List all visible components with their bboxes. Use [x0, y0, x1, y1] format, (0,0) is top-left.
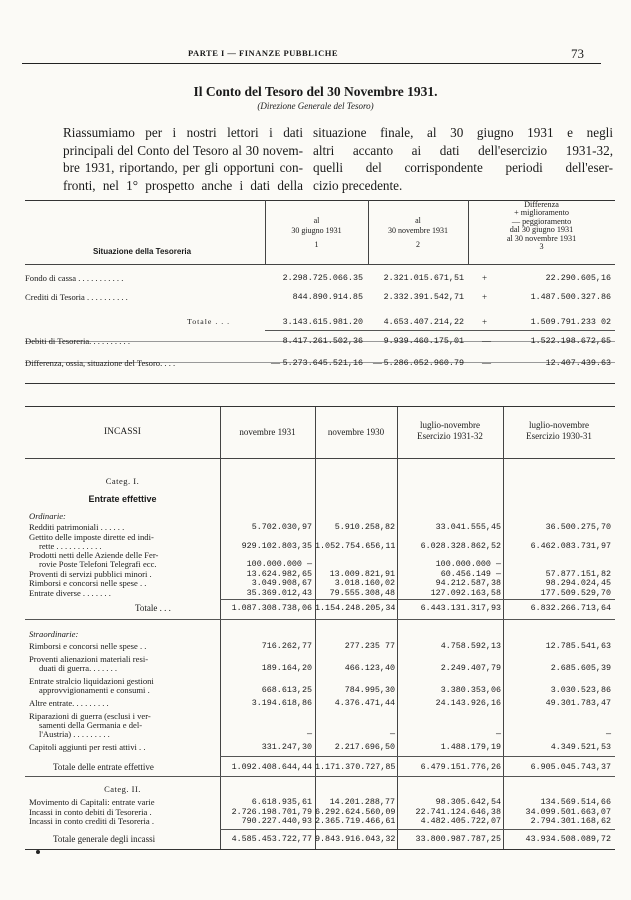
header-line: Differenza: [524, 200, 559, 209]
cell-value: 3.018.160,02: [334, 578, 395, 589]
cell-value: 9.843.916.043,32: [315, 833, 396, 844]
cell-value: 189.164,20: [261, 663, 312, 674]
row-label: rovie Poste Telefoni Telegrafi ecc.: [39, 559, 157, 570]
table2-col-divider: [397, 407, 398, 849]
row-sign: +: [482, 273, 488, 283]
row-value: 2.332.391.542,71: [383, 292, 464, 302]
article-title: Il Conto del Tesoro del 30 Novembre 1931.: [193, 84, 438, 99]
header-line: 1: [314, 240, 319, 249]
row-label: Differenza, ossia, situazione del Tesoro. . . .: [25, 358, 176, 368]
cell-value: 13.624.982,65: [246, 568, 312, 579]
cell-value: 6.479.151.776,26: [420, 762, 501, 773]
header-line: 3: [539, 242, 544, 252]
cell-value: 2.217.696,50: [334, 741, 395, 752]
row-label: Rimborsi e concorsi nelle spese . .: [29, 578, 147, 589]
row-label: Rimborsi e concorsi nelle spese . .: [29, 641, 147, 652]
row-label: Riparazioni di guerra (esclusi i ver-: [29, 710, 151, 721]
header-line: + miglioramento: [514, 208, 569, 218]
cell-value: 4.349.521,53: [550, 741, 611, 752]
running-header: [0, 46, 631, 62]
cell-value: 2.726.198.701,79: [231, 806, 312, 817]
cell-value: —: [495, 729, 501, 739]
cell-value: 2.685.605,39: [550, 663, 611, 674]
cell-value: 331.247,30: [261, 741, 312, 752]
cell-value: 134.569.514,66: [540, 797, 611, 808]
cell-value: 49.301.783,47: [545, 697, 611, 708]
cell-value: 3.194.618,86: [251, 697, 312, 708]
category-heading: Categ. II.: [104, 784, 141, 795]
cell-value: 100.000.000 —: [435, 559, 501, 570]
table1-stub-header: Situazione della Tesoreria: [93, 247, 192, 256]
cell-value: 1.092.408.644,44: [231, 762, 312, 773]
cell-value: 98.294.024,45: [545, 578, 611, 589]
cell-value: 2.365.719.466,61: [315, 816, 396, 827]
header-rule: [22, 63, 601, 64]
row-label: Movimento di Capitali: entrate varie: [29, 797, 155, 808]
header-line: — peggioramento: [511, 216, 572, 226]
cell-value: 60.456.149 —: [440, 568, 501, 579]
row-value: 844.890.914.85: [292, 292, 363, 302]
header-line: 30 giugno 1931: [291, 225, 342, 235]
cell-value: 1.171.370.727,85: [315, 762, 396, 773]
table1-header-rule: [25, 264, 615, 265]
subsection-heading: Ordinarie:: [29, 511, 66, 521]
cell-value: 1.087.308.738,06: [231, 603, 312, 614]
cell-value: 1.154.248.205,34: [315, 603, 396, 614]
cell-value: —: [306, 729, 312, 739]
sum-rule: [220, 829, 615, 830]
cell-value: 6.462.083.731,97: [530, 540, 611, 551]
page-number: 73: [571, 46, 584, 61]
cell-value: 79.555.308,48: [329, 587, 395, 598]
row-sign: —: [482, 336, 491, 346]
row-label: Capitoli aggiunti per resti attivi . .: [29, 741, 146, 752]
cell-value: 1.052.754.656,11: [315, 540, 396, 551]
article-subtitle: (Direzione Generale del Tesoro): [257, 101, 374, 111]
cell-value: 13.009.821,91: [329, 568, 395, 579]
cell-value: 6.832.266.713,64: [530, 603, 611, 614]
sum-rule: [220, 756, 615, 757]
cell-value: 3.049.908,67: [251, 578, 312, 589]
category-heading: Categ. I.: [105, 476, 140, 486]
cell-value: 12.785.541,63: [545, 641, 611, 652]
running-title: PARTE I — FINANZE PUBBLICHE: [188, 48, 339, 58]
grand-total-label: Totale generale degli incassi: [53, 833, 156, 844]
cell-value: 3.380.353,06: [440, 685, 501, 696]
row-value: 5.273.645.521,16: [282, 358, 363, 368]
receipts-table: [25, 406, 615, 850]
cell-value: 33.800.987.787,25: [415, 833, 501, 844]
cell-value: 14.201.288,77: [329, 797, 395, 808]
row-label: duati di guerra. . . . . . .: [39, 663, 118, 674]
cell-value: 3.030.523,86: [550, 685, 611, 696]
paragraph-line: Riassumiamo per i nostri lettori i dati: [63, 125, 303, 140]
cell-value: 127.092.163,58: [430, 587, 501, 598]
subtotal-label: Totale delle entrate effettive: [53, 762, 154, 773]
header-line: 30 novembre 1931: [388, 225, 448, 235]
paragraph-line: principali del Conto del Tesoro al 30 novem-: [63, 142, 303, 158]
cell-value: 4.758.592,13: [440, 641, 501, 652]
row-value: 2.321.015.671,51: [383, 273, 464, 283]
table2-col-header: luglio-novembre Esercizio 1930-31: [526, 420, 592, 441]
row-value: 22.290.605,16: [545, 273, 611, 283]
cell-value: 98.305.642,54: [435, 797, 501, 808]
row-value: 4.653.407.214,22: [383, 317, 464, 327]
row-value: 12.407.439.63: [545, 358, 611, 368]
header-line: al 30 novembre 1931: [506, 233, 577, 243]
row-label: Incassi in conto crediti di Tesoreria .: [29, 816, 155, 827]
table2-col-header: novembre 1930: [327, 427, 385, 437]
row-label: Crediti di Tesoria . . . . . . . . . .: [25, 292, 128, 302]
table2-header-rule: [25, 458, 615, 459]
row-label: Prodotti netti delle Aziende delle Fer-: [29, 550, 159, 561]
row-value: 9.939.460.175,01: [383, 336, 464, 346]
table2-col-header: INCASSI: [104, 427, 141, 437]
row-label: l'Austria) . . . . . . . . .: [39, 729, 110, 739]
cell-value: 94.212.587,38: [435, 578, 501, 589]
intro-column-right: [313, 124, 613, 194]
paragraph-line: situazione finale, al 30 giugno 1931 e negli: [313, 125, 613, 140]
cell-value: 177.509.529,70: [540, 587, 611, 598]
cell-value: 35.369.012,43: [246, 587, 312, 598]
row-label: Altre entrate. . . . . . . . .: [29, 697, 109, 708]
cell-value: 4.585.453.722,77: [231, 833, 312, 844]
cell-value: 6.905.045.743,37: [530, 762, 611, 773]
cell-value: 22.741.124.646,38: [415, 806, 501, 817]
table2-col-header: luglio-novembre Esercizio 1931-32: [417, 420, 483, 441]
cell-value: 2.794.301.168,62: [530, 816, 611, 827]
table2-col-header: novembre 1931: [239, 427, 296, 437]
row-label: Entrate stralcio liquidazioni gestioni: [29, 676, 154, 686]
intro-column-left: [63, 124, 303, 194]
table1-col1-header: [265, 216, 368, 250]
table2-col-divider: [315, 407, 316, 849]
subtotal-label: Totale . . .: [135, 603, 171, 614]
cell-value: 6.443.131.317,93: [420, 603, 501, 614]
row-label: Fondo di cassa . . . . . . . . . . .: [25, 273, 124, 283]
row-value: 3.143.615.981.20: [282, 317, 363, 327]
cell-value: 277.235 77: [344, 641, 395, 652]
cell-value: 6.292.624.560,09: [315, 806, 396, 817]
cell-value: —: [605, 729, 611, 739]
paragraph-line: fronti, nel 1° prospetto anche i dati della: [63, 177, 303, 193]
cell-value: 2.249.407,79: [440, 663, 501, 674]
row-label: samenti della Germania e del-: [39, 719, 143, 730]
cell-value: 5.910.258,82: [334, 522, 395, 532]
row-value: 1.487.500.327.86: [530, 292, 611, 302]
cell-value: 100.000.000 —: [246, 559, 312, 570]
row-value: 2.298.725.066.35: [282, 273, 363, 283]
cell-value: 668.613,25: [261, 685, 312, 696]
row-value: 1.522.198.672,65: [530, 336, 611, 346]
table2-col-divider: [220, 407, 221, 849]
row-label: Debiti di Tesoreria. . . . . . . . . .: [25, 336, 130, 346]
table1-sum-rule: [265, 330, 615, 331]
section-heading: Entrate effettive: [88, 494, 157, 504]
table2-col-divider: [503, 407, 504, 849]
cell-value: 6.028.328.862,52: [420, 540, 501, 551]
cell-value: 929.102.803,35: [241, 540, 312, 551]
margin-mark: [36, 850, 40, 854]
cell-value: 1.488.179,19: [440, 741, 501, 752]
row-label: Proventi di servizi pubblici minori .: [29, 568, 152, 579]
cell-value: 33.041.555,45: [435, 522, 501, 532]
cell-value: 6.618.935,61: [251, 797, 312, 808]
cell-value: 784.995,30: [344, 685, 395, 696]
row-label: Proventi alienazioni materiali resi-: [29, 654, 149, 665]
header-line: al: [313, 216, 320, 225]
paragraph-line: altri accanto ai dati dell'esercizio 1931-32,: [313, 142, 613, 158]
cell-value: 790.227.440,93: [241, 816, 312, 827]
row-sign: —: [271, 358, 280, 368]
table1-col2-header: [368, 216, 468, 250]
header-line: dal 30 giugno 1931: [509, 225, 574, 235]
row-label: approvvigionamenti e consumi .: [39, 685, 150, 696]
paragraph-line: cizio precedente.: [313, 177, 403, 193]
row-sign: —: [482, 358, 491, 368]
header-line: al: [415, 216, 421, 225]
cell-value: 4.376.471,44: [334, 697, 395, 708]
row-sign: +: [482, 317, 488, 327]
table1-col3-header: [468, 201, 615, 251]
row-label: Entrate diverse . . . . . . .: [29, 587, 111, 598]
sum-rule: [220, 599, 615, 600]
cell-value: 36.500.275,70: [545, 522, 611, 532]
cell-value: —: [389, 729, 395, 739]
section-rule: [25, 619, 615, 620]
row-label: rette . . . . . . . . . . .: [39, 540, 102, 551]
cell-value: 716.262,77: [261, 641, 312, 652]
section-rule: [25, 776, 615, 777]
cell-value: 24.143.926,16: [435, 697, 501, 708]
row-label: Totale . . .: [187, 317, 231, 326]
row-sign: +: [482, 292, 488, 302]
paragraph-line: quelli del corrispondente periodi dell'eser-: [313, 160, 613, 176]
header-line: 2: [416, 240, 420, 249]
paragraph-line: bre 1931, riportando, per gli opportuni con-: [63, 160, 303, 176]
row-label: Gettito delle imposte dirette ed indi-: [29, 531, 154, 542]
subsection-heading: Straordinarie:: [29, 629, 79, 640]
row-label: Redditi patrimoniali . . . . . .: [29, 522, 125, 532]
row-value: 5.286.052.960.79: [383, 358, 464, 368]
cell-value: 466.123,40: [344, 663, 395, 674]
cell-value: 4.482.405.722,07: [420, 816, 501, 827]
row-label: Incassi in conto debiti di Tesoreria .: [29, 806, 152, 817]
cell-value: 43.934.508.089,72: [525, 833, 611, 844]
row-value: 8.417.261.502,36: [282, 336, 363, 346]
cell-value: 57.877.151,82: [545, 568, 611, 579]
cell-value: 5.702.030,97: [251, 522, 312, 532]
row-value: 1.509.791.233 02: [530, 317, 611, 327]
cell-value: 34.099.501.663,07: [525, 806, 611, 817]
row-sign: —: [373, 358, 382, 368]
